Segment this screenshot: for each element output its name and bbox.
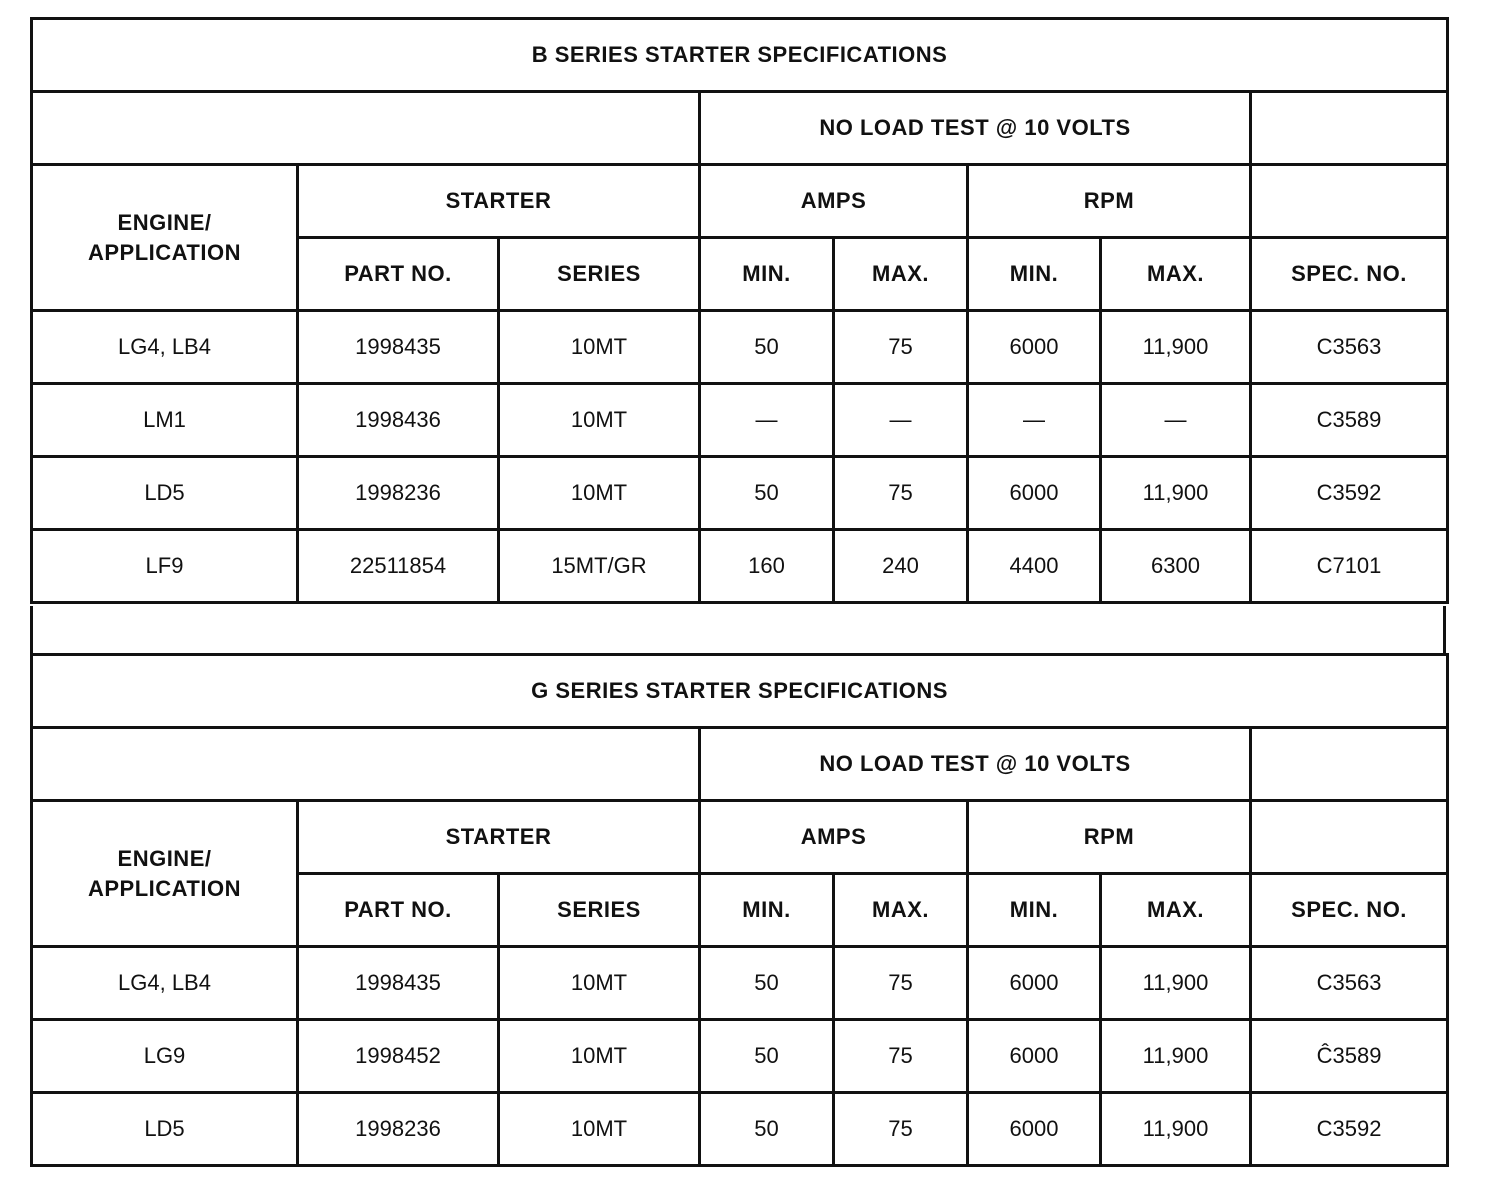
part-no-cell: 1998436	[298, 384, 499, 457]
table-row	[32, 1093, 1448, 1166]
table-row	[32, 457, 1448, 530]
spec-no-cell: C3563	[1251, 311, 1448, 384]
rpm-max-header: MAX.	[1101, 238, 1251, 311]
table-row	[32, 384, 1448, 457]
rpm-max-cell: —	[1101, 384, 1251, 457]
series-cell: 10MT	[499, 1020, 700, 1093]
no-load-test-header: NO LOAD TEST @ 10 VOLTS	[700, 92, 1251, 165]
rpm-min-cell: 6000	[968, 311, 1101, 384]
spec-no-cell: C3589	[1251, 384, 1448, 457]
amps-min-cell: 50	[700, 457, 834, 530]
amps-min-cell: 50	[700, 1093, 834, 1166]
rpm-max-cell: 6300	[1101, 530, 1251, 603]
table-spacer	[30, 606, 1446, 653]
engine-cell: LD5	[32, 1093, 298, 1166]
rpm-min-cell: 6000	[968, 457, 1101, 530]
part-no-cell: 1998236	[298, 1093, 499, 1166]
amps-min-cell: 50	[700, 947, 834, 1020]
rpm-min-cell: 6000	[968, 1093, 1101, 1166]
group-header-row	[32, 728, 1448, 801]
part-no-header: PART NO.	[298, 238, 499, 311]
amps-header: AMPS	[700, 801, 968, 874]
amps-max-cell: 75	[834, 1093, 968, 1166]
series-cell: 10MT	[499, 1093, 700, 1166]
rpm-min-cell: 6000	[968, 947, 1101, 1020]
engine-header-line1: ENGINE/	[117, 209, 212, 235]
blank-header-cell	[1251, 728, 1448, 801]
part-no-cell: 1998435	[298, 947, 499, 1020]
b-series-table	[30, 17, 1449, 604]
amps-min-cell: —	[700, 384, 834, 457]
amps-min-cell: 50	[700, 1020, 834, 1093]
amps-max-cell: 240	[834, 530, 968, 603]
starter-header: STARTER	[298, 801, 700, 874]
rpm-max-cell: 11,900	[1101, 1020, 1251, 1093]
blank-header-cell	[1251, 801, 1448, 874]
table-row	[32, 530, 1448, 603]
series-cell: 10MT	[499, 311, 700, 384]
engine-cell: LG4, LB4	[32, 311, 298, 384]
part-no-cell: 1998452	[298, 1020, 499, 1093]
amps-min-header: MIN.	[700, 874, 834, 947]
rpm-max-cell: 11,900	[1101, 947, 1251, 1020]
rpm-max-cell: 11,900	[1101, 457, 1251, 530]
spec-no-cell: C7101	[1251, 530, 1448, 603]
rpm-min-cell: 6000	[968, 1020, 1101, 1093]
starter-header: STARTER	[298, 165, 700, 238]
series-header: SERIES	[499, 874, 700, 947]
header-row-1	[32, 801, 1448, 874]
rpm-header: RPM	[968, 165, 1251, 238]
amps-max-header: MAX.	[834, 238, 968, 311]
part-no-cell: 1998236	[298, 457, 499, 530]
blank-header-cell	[1251, 165, 1448, 238]
rpm-max-cell: 11,900	[1101, 1093, 1251, 1166]
spec-no-cell: C3592	[1251, 457, 1448, 530]
series-cell: 15MT/GR	[499, 530, 700, 603]
series-cell: 10MT	[499, 947, 700, 1020]
engine-cell: LG9	[32, 1020, 298, 1093]
header-row-1	[32, 165, 1448, 238]
rpm-header: RPM	[968, 801, 1251, 874]
blank-header-cell	[1251, 92, 1448, 165]
series-cell: 10MT	[499, 457, 700, 530]
spec-no-header: SPEC. NO.	[1251, 874, 1448, 947]
table-row	[32, 1020, 1448, 1093]
g-series-table	[30, 653, 1449, 1167]
blank-header-cell	[32, 728, 700, 801]
rpm-min-cell: 4400	[968, 530, 1101, 603]
engine-cell: LG4, LB4	[32, 947, 298, 1020]
amps-max-cell: 75	[834, 311, 968, 384]
engine-cell: LM1	[32, 384, 298, 457]
title-row	[32, 19, 1448, 92]
series-cell: 10MT	[499, 384, 700, 457]
engine-header-line2: APPLICATION	[88, 875, 241, 901]
table-title: G SERIES STARTER SPECIFICATIONS	[32, 655, 1448, 728]
table-title: B SERIES STARTER SPECIFICATIONS	[32, 19, 1448, 92]
blank-header-cell	[32, 92, 700, 165]
rpm-max-header: MAX.	[1101, 874, 1251, 947]
amps-min-header: MIN.	[700, 238, 834, 311]
amps-min-cell: 50	[700, 311, 834, 384]
engine-application-header	[32, 165, 298, 311]
spec-no-cell: Ĉ3589	[1251, 1020, 1448, 1093]
engine-cell: LF9	[32, 530, 298, 603]
amps-min-cell: 160	[700, 530, 834, 603]
table-row	[32, 947, 1448, 1020]
part-no-cell: 1998435	[298, 311, 499, 384]
engine-application-header	[32, 801, 298, 947]
rpm-max-cell: 11,900	[1101, 311, 1251, 384]
no-load-test-header: NO LOAD TEST @ 10 VOLTS	[700, 728, 1251, 801]
amps-max-header: MAX.	[834, 874, 968, 947]
engine-header-line1: ENGINE/	[117, 845, 212, 871]
spec-no-header: SPEC. NO.	[1251, 238, 1448, 311]
series-header: SERIES	[499, 238, 700, 311]
amps-max-cell: 75	[834, 947, 968, 1020]
part-no-header: PART NO.	[298, 874, 499, 947]
engine-header-line2: APPLICATION	[88, 239, 241, 265]
part-no-cell: 22511854	[298, 530, 499, 603]
group-header-row	[32, 92, 1448, 165]
table-row	[32, 311, 1448, 384]
rpm-min-header: MIN.	[968, 238, 1101, 311]
title-row	[32, 655, 1448, 728]
spec-no-cell: C3563	[1251, 947, 1448, 1020]
rpm-min-header: MIN.	[968, 874, 1101, 947]
amps-max-cell: 75	[834, 457, 968, 530]
rpm-min-cell: —	[968, 384, 1101, 457]
engine-cell: LD5	[32, 457, 298, 530]
amps-header: AMPS	[700, 165, 968, 238]
amps-max-cell: —	[834, 384, 968, 457]
amps-max-cell: 75	[834, 1020, 968, 1093]
spec-no-cell: C3592	[1251, 1093, 1448, 1166]
